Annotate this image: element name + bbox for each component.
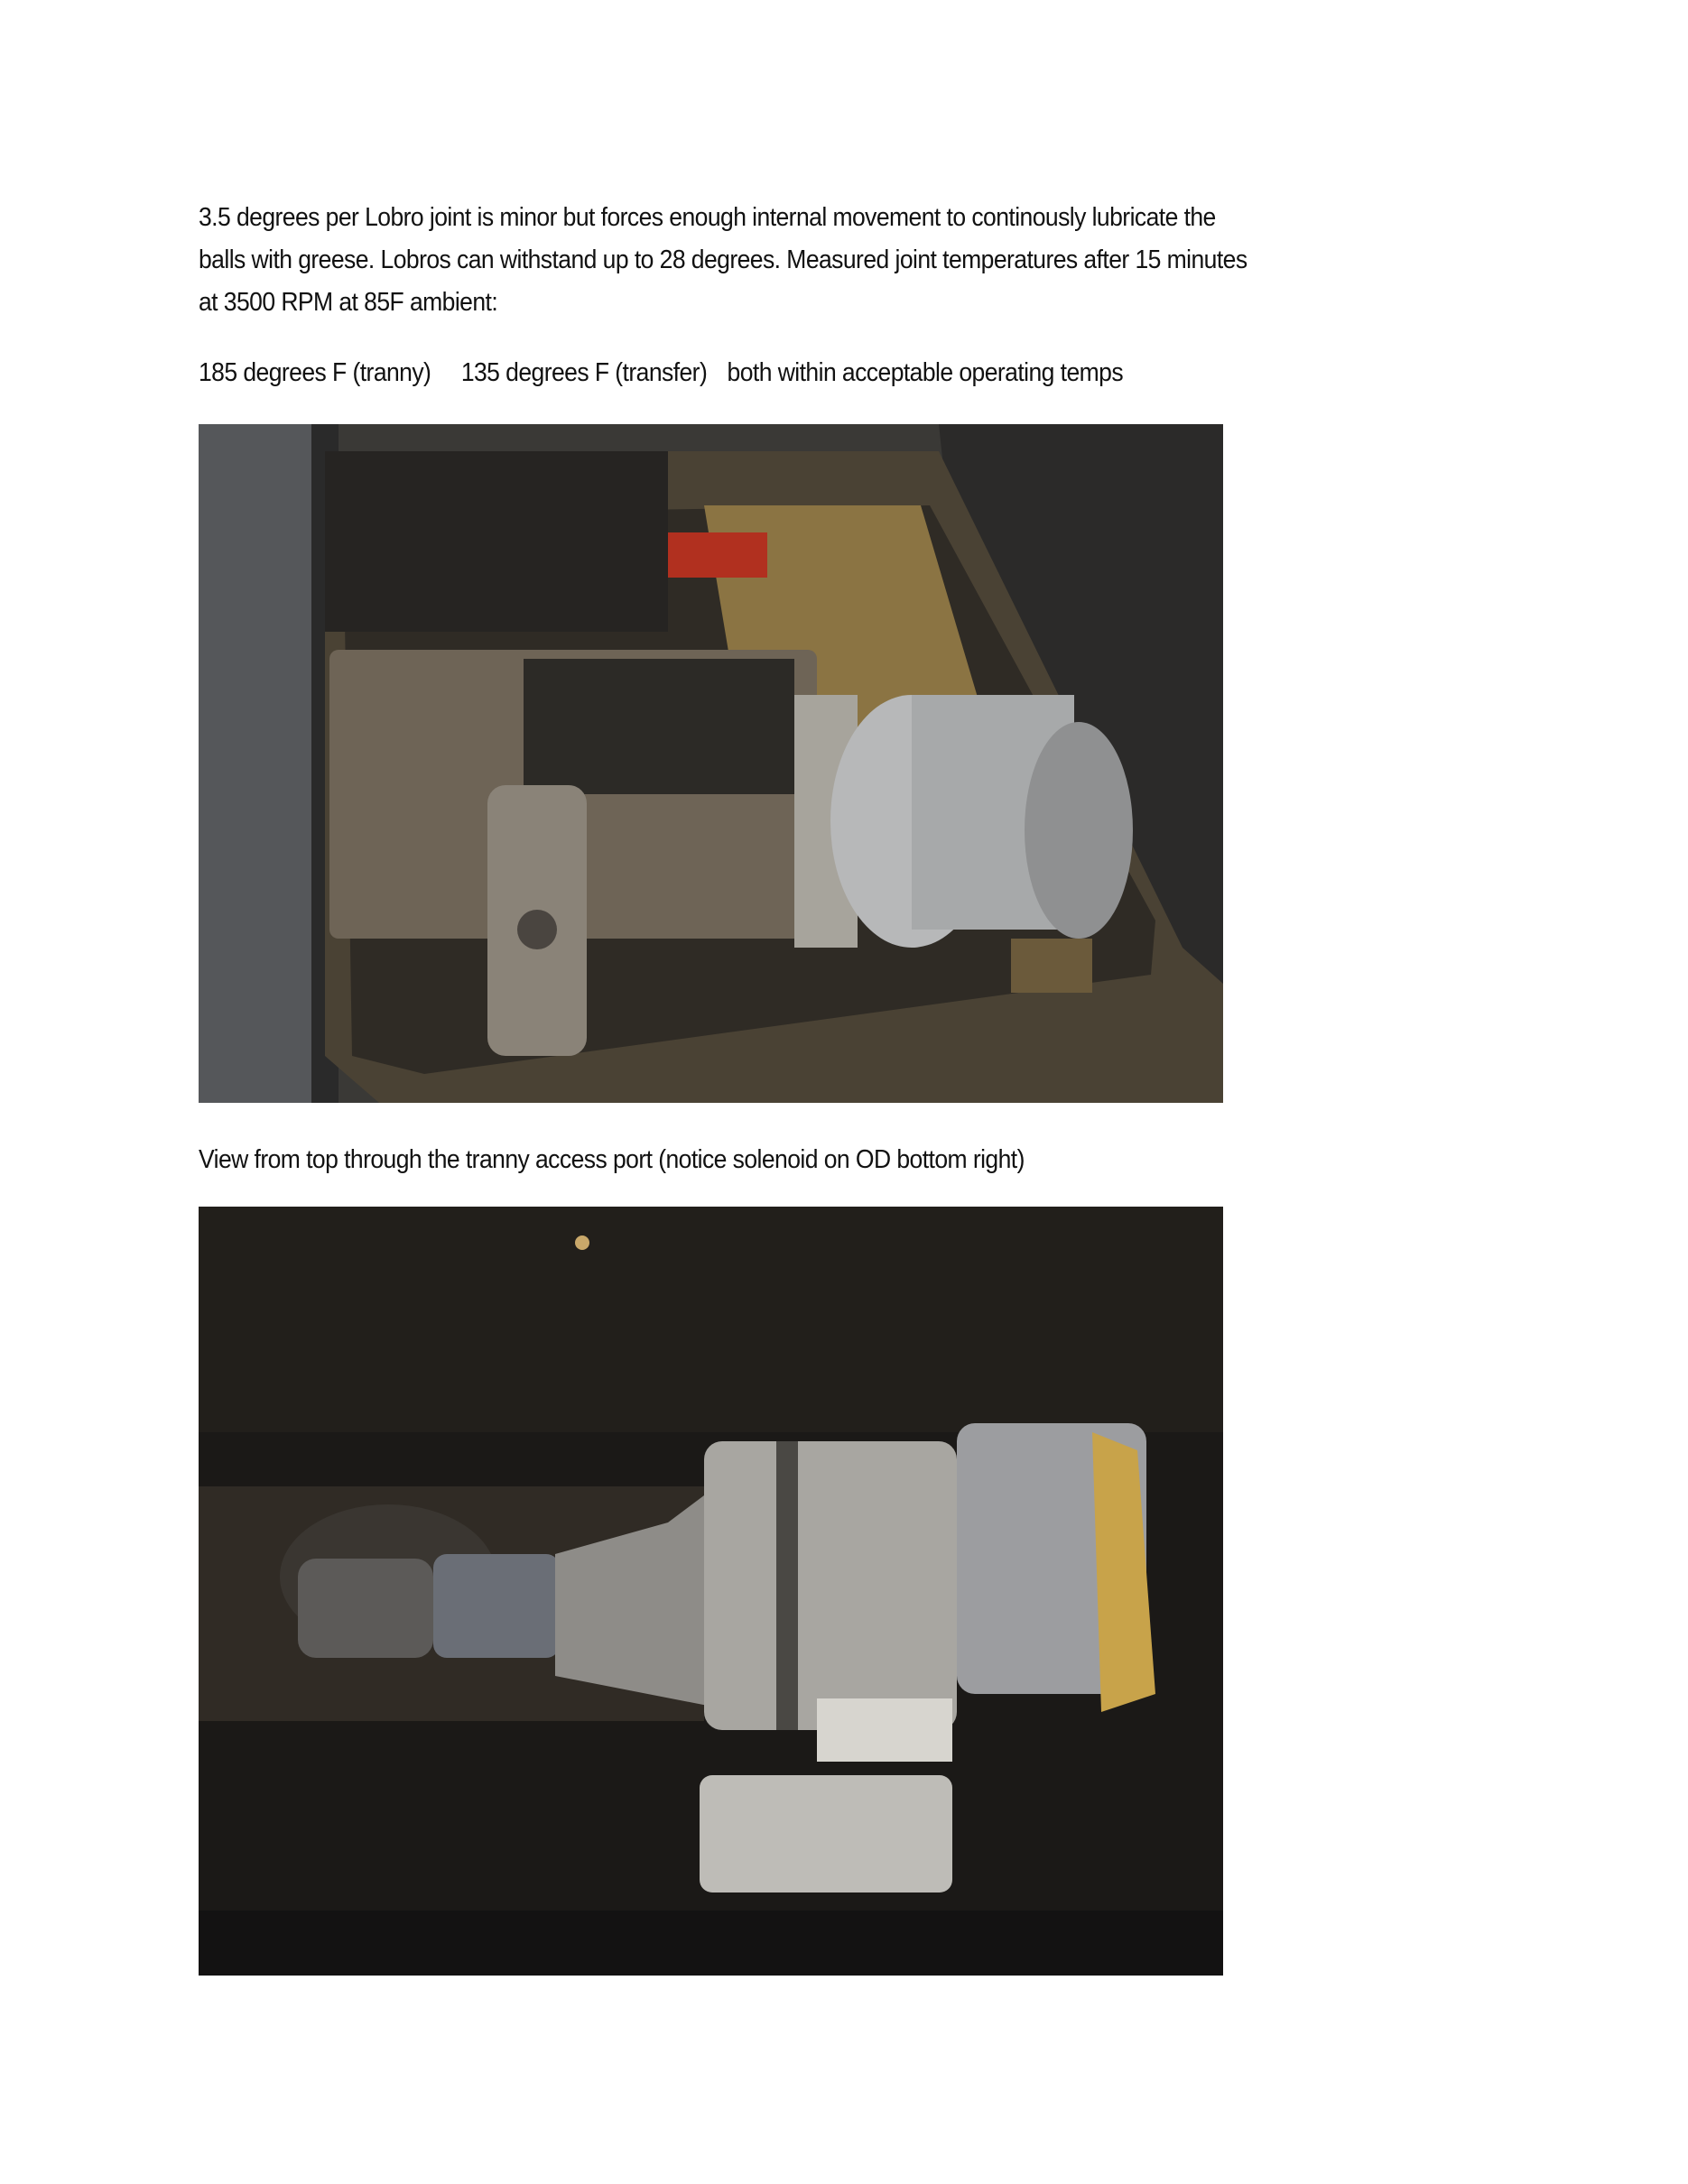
overdrive-underside-photo-illustration <box>199 1207 1223 1976</box>
transmission-top-photo-illustration <box>199 424 1223 1103</box>
paragraph-line: balls with greese. Lobros can withstand up to 28 degrees. Measured joint temperatures after 15 minutes <box>199 245 1247 274</box>
tranny-temp: 185 degrees F (tranny) <box>199 358 431 387</box>
paragraph-line: 3.5 degrees per Lobro joint is minor but forces enough internal movement to continously lubricate the <box>199 203 1216 232</box>
temperature-line <box>199 352 1424 394</box>
intro-paragraph <box>199 197 1424 324</box>
photo-underside-view <box>199 1207 1223 1976</box>
paragraph-line: at 3500 RPM at 85F ambient: <box>199 288 498 317</box>
photo-top-view <box>199 424 1223 1103</box>
temp-note: both within acceptable operating temps <box>727 358 1124 387</box>
figure-caption: View from top through the tranny access port (notice solenoid on OD bottom right) <box>199 1145 1025 1174</box>
transfer-temp: 135 degrees F (transfer) <box>460 358 708 387</box>
